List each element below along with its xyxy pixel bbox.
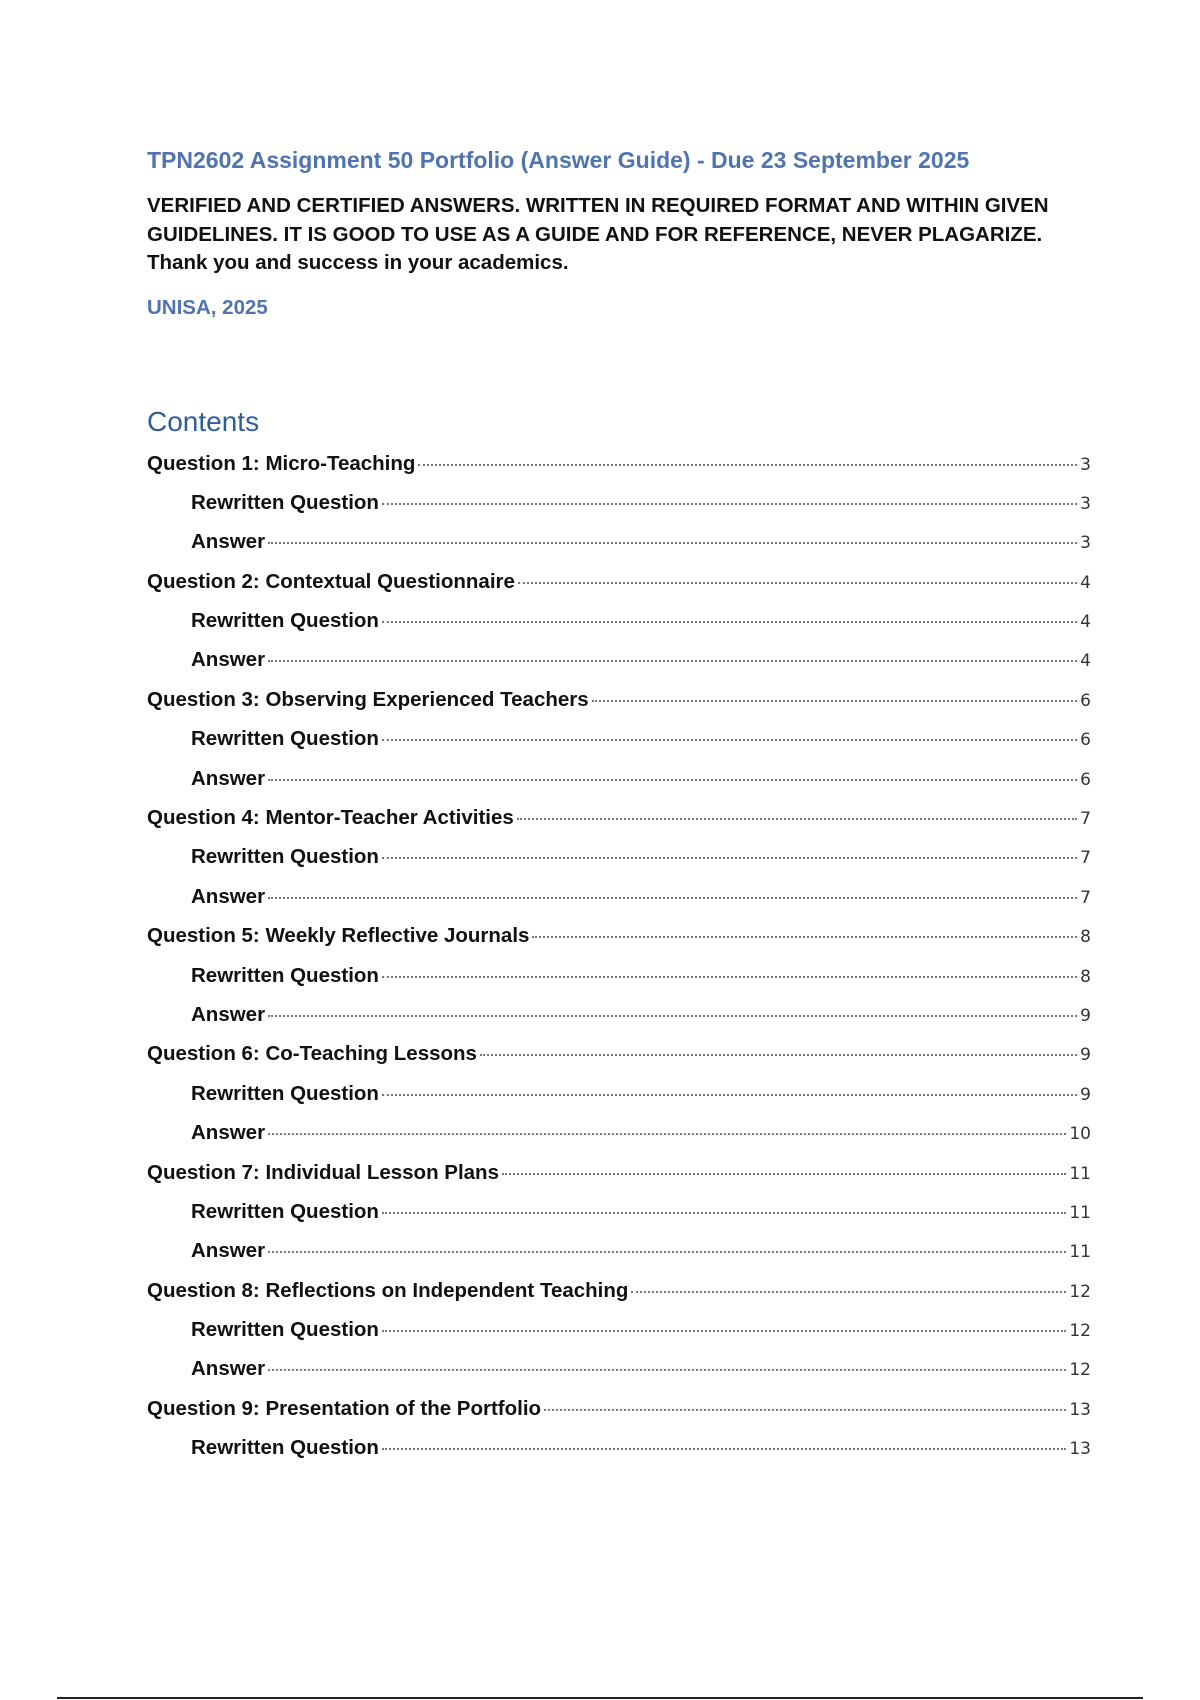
toc-page-number: 8 xyxy=(1080,966,1091,987)
toc-entry[interactable] xyxy=(147,680,1091,719)
toc-dot-leader xyxy=(418,463,1077,466)
toc-page-number: 11 xyxy=(1069,1242,1091,1263)
toc-subentry[interactable] xyxy=(147,1349,1091,1388)
toc-subentry[interactable] xyxy=(147,1428,1091,1467)
toc-dot-leader xyxy=(502,1172,1066,1175)
toc-dot-leader xyxy=(532,935,1077,938)
toc-dot-leader xyxy=(268,1014,1077,1017)
toc-page-number: 4 xyxy=(1080,612,1091,633)
toc-entry[interactable] xyxy=(147,916,1091,955)
toc-dot-leader xyxy=(268,778,1077,781)
document-title: TPN2602 Assignment 50 Portfolio (Answer Guide) - Due 23 September 2025 xyxy=(147,147,970,173)
toc-dot-leader xyxy=(382,502,1077,505)
toc-entry-label: Question 7: Individual Lesson Plans xyxy=(147,1160,499,1184)
toc-dot-leader xyxy=(268,896,1077,899)
toc-page-number: 13 xyxy=(1069,1439,1091,1460)
toc-entry-label: Rewritten Question xyxy=(191,727,379,751)
toc-page-number: 7 xyxy=(1080,809,1091,830)
toc-page-number: 9 xyxy=(1080,1084,1091,1105)
toc-dot-leader xyxy=(382,856,1077,859)
toc-subentry[interactable] xyxy=(147,759,1091,798)
toc-dot-leader xyxy=(382,1211,1066,1214)
toc-page-number: 11 xyxy=(1069,1163,1091,1184)
toc-entry-label: Rewritten Question xyxy=(191,1081,379,1105)
toc-entry[interactable] xyxy=(147,1389,1091,1428)
document-page xyxy=(147,142,1091,1468)
toc-entry-label: Question 8: Reflections on Independent Teaching xyxy=(147,1278,629,1302)
toc-page-number: 3 xyxy=(1080,454,1091,475)
toc-entry-label: Rewritten Question xyxy=(191,963,379,987)
toc-dot-leader xyxy=(382,620,1077,623)
toc-entry[interactable] xyxy=(147,562,1091,601)
toc-dot-leader xyxy=(517,817,1077,820)
footer-divider xyxy=(57,1697,1143,1699)
toc-entry-label: Rewritten Question xyxy=(191,1436,379,1460)
toc-entry-label: Question 1: Micro-Teaching xyxy=(147,451,416,475)
toc-subentry[interactable] xyxy=(147,483,1091,522)
toc-entry-label: Question 2: Contextual Questionnaire xyxy=(147,569,515,593)
toc-entry-label: Answer xyxy=(191,1121,266,1145)
toc-page-number: 6 xyxy=(1080,730,1091,751)
toc-entry-label: Rewritten Question xyxy=(191,1199,379,1223)
toc-page-number: 12 xyxy=(1069,1360,1091,1381)
toc-entry-label: Answer xyxy=(191,884,266,908)
toc-page-number: 6 xyxy=(1080,690,1091,711)
toc-dot-leader xyxy=(382,1447,1066,1450)
intro-paragraph: VERIFIED AND CERTIFIED ANSWERS. WRITTEN IN REQUIRED FORMAT AND WITHIN GIVEN GUIDELINES. IT IS GOOD TO USE AS A GUIDE AND FOR REFERENCE, NEVER PLAGARIZE. Thank you and success in your academics. xyxy=(147,194,1049,274)
toc-page-number: 10 xyxy=(1069,1124,1091,1145)
toc-page-number: 11 xyxy=(1069,1202,1091,1223)
toc-dot-leader xyxy=(382,1093,1077,1096)
toc-entry-label: Answer xyxy=(191,1239,266,1263)
toc-entry-label: Rewritten Question xyxy=(191,845,379,869)
toc-subentry[interactable] xyxy=(147,1113,1091,1152)
toc-dot-leader xyxy=(382,738,1077,741)
toc-dot-leader xyxy=(268,1132,1066,1135)
toc-entry-label: Question 6: Co-Teaching Lessons xyxy=(147,1042,477,1066)
toc-subentry[interactable] xyxy=(147,956,1091,995)
toc-entry[interactable] xyxy=(147,1153,1091,1192)
toc-entry-label: Answer xyxy=(191,1357,266,1381)
toc-entry-label: Question 5: Weekly Reflective Journals xyxy=(147,924,530,948)
toc-dot-leader xyxy=(268,1368,1066,1371)
toc-page-number: 6 xyxy=(1080,769,1091,790)
toc-page-number: 3 xyxy=(1080,493,1091,514)
toc-page-number: 13 xyxy=(1069,1399,1091,1420)
toc-dot-leader xyxy=(544,1408,1066,1411)
toc-entry-label: Answer xyxy=(191,648,266,672)
toc-subentry[interactable] xyxy=(147,522,1091,561)
toc-subentry[interactable] xyxy=(147,640,1091,679)
toc-entry-label: Rewritten Question xyxy=(191,490,379,514)
toc-entry-label: Rewritten Question xyxy=(191,609,379,633)
toc-page-number: 12 xyxy=(1069,1281,1091,1302)
toc-dot-leader xyxy=(382,975,1077,978)
toc-subentry[interactable] xyxy=(147,601,1091,640)
toc-entry-label: Question 4: Mentor-Teacher Activities xyxy=(147,806,514,830)
toc-page-number: 9 xyxy=(1080,1045,1091,1066)
toc-dot-leader xyxy=(631,1290,1066,1293)
toc-page-number: 7 xyxy=(1080,887,1091,908)
toc-page-number: 9 xyxy=(1080,1005,1091,1026)
toc-dot-leader xyxy=(480,1053,1077,1056)
toc-entry-label: Answer xyxy=(191,530,266,554)
toc-page-number: 3 xyxy=(1080,533,1091,554)
toc-entry-label: Rewritten Question xyxy=(191,1318,379,1342)
toc-page-number: 7 xyxy=(1080,848,1091,869)
toc-dot-leader xyxy=(268,541,1077,544)
table-of-contents xyxy=(147,444,1091,1468)
toc-dot-leader xyxy=(268,659,1077,662)
toc-entry[interactable] xyxy=(147,1034,1091,1073)
toc-entry-label: Question 9: Presentation of the Portfolio xyxy=(147,1396,542,1420)
toc-page-number: 4 xyxy=(1080,572,1091,593)
toc-entry-label: Answer xyxy=(191,1002,266,1026)
toc-entry[interactable] xyxy=(147,798,1091,837)
toc-entry[interactable] xyxy=(147,444,1091,483)
toc-subentry[interactable] xyxy=(147,1192,1091,1231)
toc-dot-leader xyxy=(382,1329,1066,1332)
toc-heading: Contents xyxy=(147,405,260,437)
toc-page-number: 12 xyxy=(1069,1321,1091,1342)
toc-entry-label: Answer xyxy=(191,766,266,790)
organization-year: UNISA, 2025 xyxy=(147,295,268,319)
toc-page-number: 8 xyxy=(1080,927,1091,948)
toc-page-number: 4 xyxy=(1080,651,1091,672)
toc-dot-leader xyxy=(268,1250,1066,1253)
toc-subentry[interactable] xyxy=(147,837,1091,876)
toc-dot-leader xyxy=(518,581,1077,584)
toc-entry-label: Question 3: Observing Experienced Teachers xyxy=(147,687,589,711)
toc-dot-leader xyxy=(592,699,1078,702)
toc-subentry[interactable] xyxy=(147,995,1091,1034)
toc-subentry[interactable] xyxy=(147,1231,1091,1270)
toc-entry[interactable] xyxy=(147,1271,1091,1310)
toc-subentry[interactable] xyxy=(147,719,1091,758)
toc-subentry[interactable] xyxy=(147,877,1091,916)
toc-subentry[interactable] xyxy=(147,1310,1091,1349)
toc-subentry[interactable] xyxy=(147,1074,1091,1113)
